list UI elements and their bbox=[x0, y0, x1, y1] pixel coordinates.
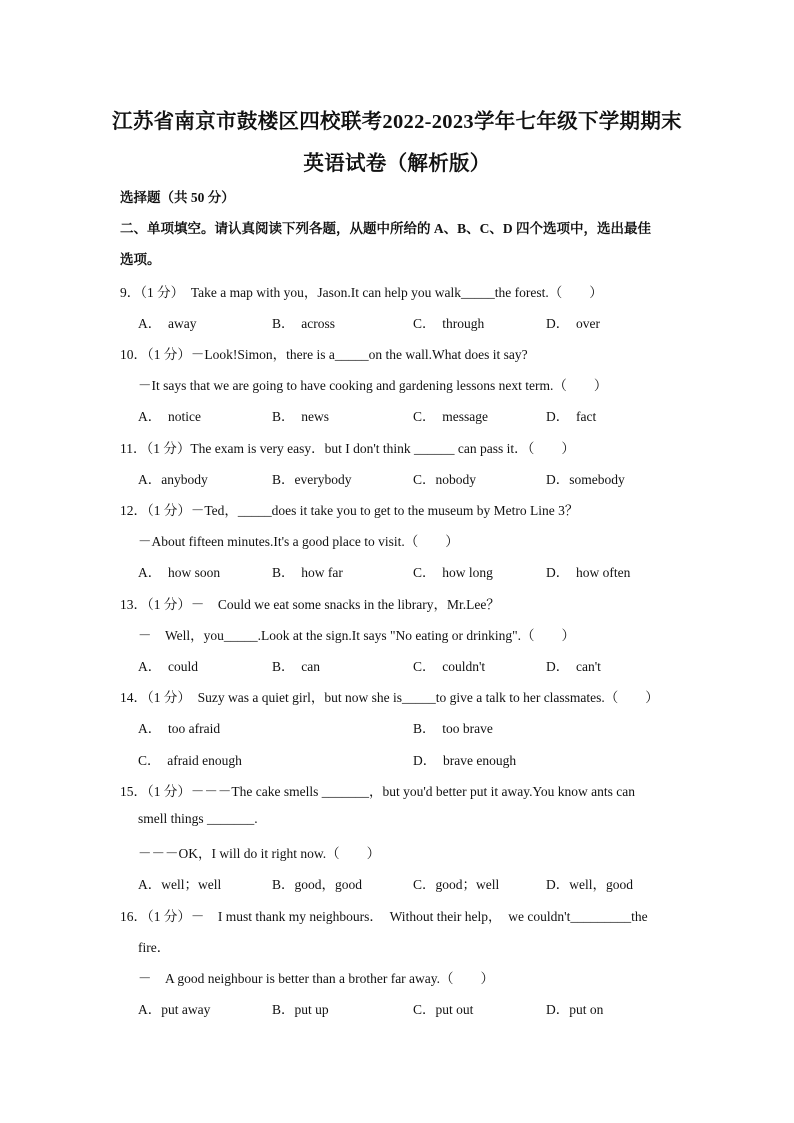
question-stem: 10．（1 分）－Look!Simon，there is a_____on the wall.What does it say? bbox=[120, 347, 528, 362]
exam-title-line-1: 江苏省南京市鼓楼区四校联考2022-2023学年七年级下学期期末 bbox=[112, 111, 682, 133]
option-c: C．nobody bbox=[413, 472, 477, 487]
option-c: C． through bbox=[413, 316, 485, 331]
question-stem: 16．（1 分）－ I must thank my neighbours． Without their help， we couldn't_________the bbox=[120, 909, 648, 924]
option-d: D．somebody bbox=[546, 472, 625, 487]
question-response: － A good neighbour is better than a brother far away.（ ） bbox=[138, 971, 495, 986]
option-b: B． how far bbox=[272, 565, 343, 580]
option-a: A． could bbox=[138, 659, 198, 674]
question-options bbox=[138, 312, 658, 332]
question-stem: 11．（1 分）The exam is very easy．but I don't think ______ can pass it．（ ） bbox=[120, 441, 575, 456]
question-stem: 9．（1 分） Take a map with you，Jason.It can help you walk_____the forest.（ ） bbox=[120, 285, 603, 300]
question-options bbox=[138, 873, 658, 893]
question-response: － Well，you_____.Look at the sign.It says "No eating or drinking".（ ） bbox=[138, 628, 576, 643]
option-a: A． away bbox=[138, 316, 197, 331]
option-b: B． can bbox=[272, 659, 320, 674]
option-c: C．put out bbox=[413, 1002, 474, 1017]
option-d: D． fact bbox=[546, 409, 597, 424]
option-b: B． too brave bbox=[413, 721, 493, 736]
option-b: B．good，good bbox=[272, 877, 363, 892]
option-c: C． how long bbox=[413, 565, 493, 580]
option-a: A． too afraid bbox=[138, 721, 221, 736]
option-d: D． how often bbox=[546, 565, 631, 580]
question-options bbox=[138, 655, 658, 675]
section-instruction-cont: 选项。 bbox=[120, 252, 161, 267]
option-a: A． how soon bbox=[138, 565, 221, 580]
option-b: B． across bbox=[272, 316, 335, 331]
option-d: D．put on bbox=[546, 1002, 604, 1017]
option-d: D． over bbox=[546, 316, 600, 331]
section-heading: 选择题（共 50 分） bbox=[120, 190, 235, 205]
question-stem-cont: fire． bbox=[138, 940, 171, 955]
option-c: C．good；well bbox=[413, 877, 500, 892]
option-a: A．anybody bbox=[138, 472, 208, 487]
exam-title-line-2: 英语试卷（解析版） bbox=[303, 153, 491, 175]
question-response: －It says that we are going to have cooking and gardening lessons next term.（ ） bbox=[138, 378, 608, 393]
option-a: A． notice bbox=[138, 409, 201, 424]
option-d: D．well，good bbox=[546, 877, 633, 892]
question-stem: 13．（1 分）－ Could we eat some snacks in the library，Mr.Lee？ bbox=[120, 597, 500, 612]
question-options bbox=[138, 405, 658, 425]
question-stem: 15．（1 分）－－－The cake smells _______，but you'd better put it away.You know ants can bbox=[120, 784, 635, 799]
option-d: D． can't bbox=[546, 659, 601, 674]
question-options bbox=[138, 561, 658, 581]
question-options bbox=[138, 998, 658, 1018]
option-a: A．put away bbox=[138, 1002, 211, 1017]
question-options bbox=[138, 468, 658, 488]
question-options bbox=[138, 717, 658, 737]
question-stem: 12．（1 分）－Ted，_____does it take you to get to the museum by Metro Line 3？ bbox=[120, 503, 579, 518]
option-b: B． news bbox=[272, 409, 329, 424]
question-stem: 14．（1 分） Suzy was a quiet girl，but now she is_____to give a talk to her classmates.（ ） bbox=[120, 690, 659, 705]
option-c: C． afraid enough bbox=[138, 753, 242, 768]
question-response: －－－OK，I will do it right now.（ ） bbox=[138, 846, 381, 861]
option-c: C． couldn't bbox=[413, 659, 486, 674]
option-b: B．put up bbox=[272, 1002, 329, 1017]
option-c: C． message bbox=[413, 409, 488, 424]
question-options bbox=[138, 749, 658, 769]
question-response: －About fifteen minutes.It's a good place to visit.（ ） bbox=[138, 534, 459, 549]
question-stem-cont: smell things _______. bbox=[138, 811, 258, 826]
option-b: B．everybody bbox=[272, 472, 352, 487]
section-instruction: 二、单项填空。请认真阅读下列各题，从题中所给的 A、B、C、D 四个选项中，选出最佳 bbox=[120, 221, 652, 236]
option-a: A．well；well bbox=[138, 877, 222, 892]
option-d: D． brave enough bbox=[413, 753, 517, 768]
